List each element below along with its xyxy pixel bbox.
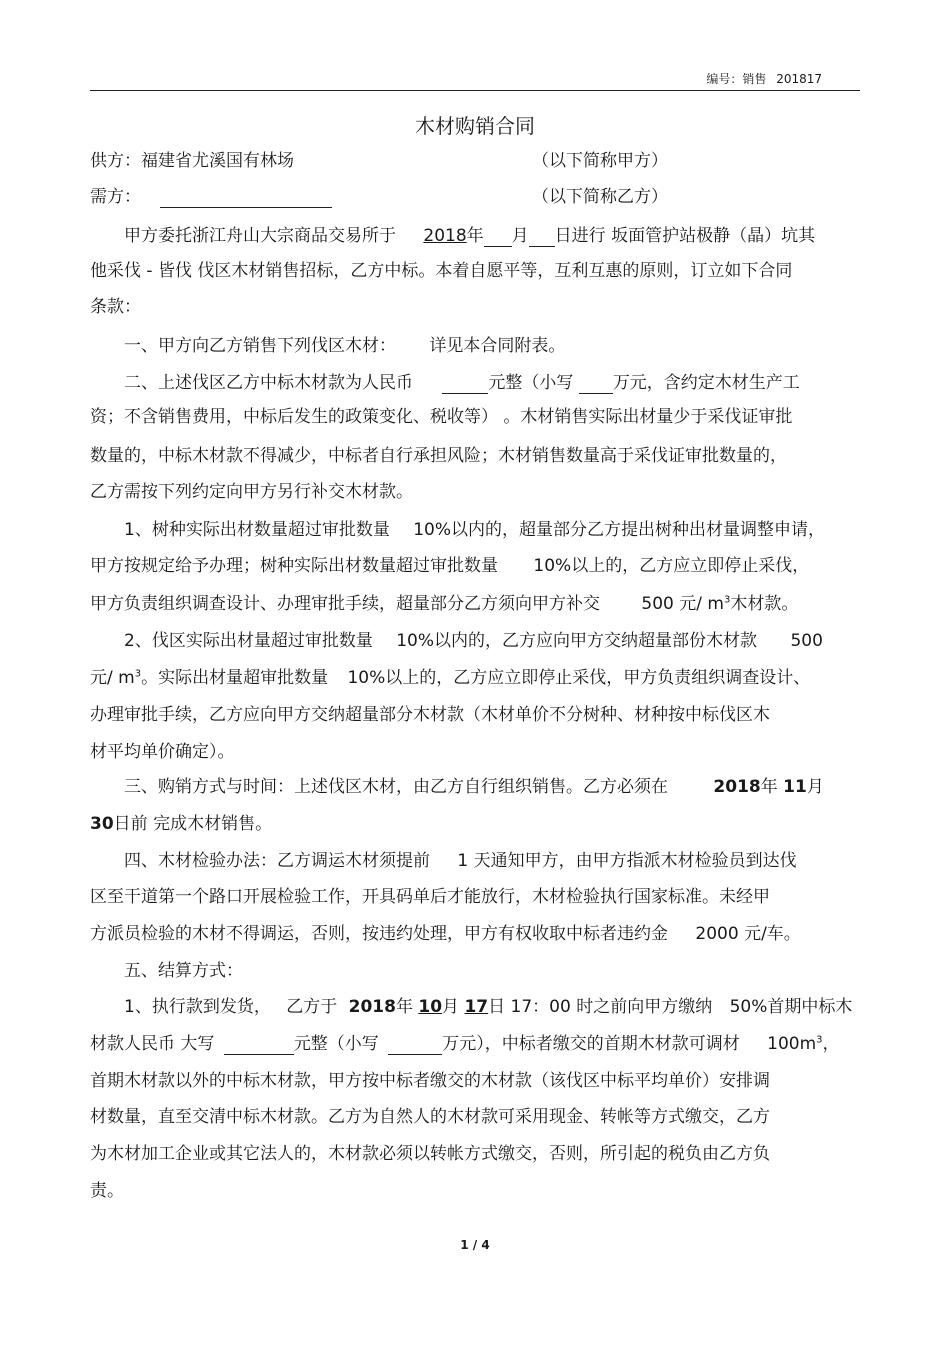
section-4-line-1 xyxy=(90,850,860,872)
page-number: 1 / 4 xyxy=(460,1238,490,1252)
section-2-1-line-1 xyxy=(90,519,860,541)
intro-month-blank xyxy=(484,228,512,247)
section-5-1-amount-blank xyxy=(224,1036,294,1055)
section-2-line-1 xyxy=(90,372,860,394)
section-5-1-text-e: 日 17：00 时之前向甲方缴纳 xyxy=(488,997,713,1017)
supplier-note: （以下简称甲方） xyxy=(532,151,668,171)
supplier-label: 供方： xyxy=(90,151,141,171)
buyer-label: 需方： xyxy=(90,187,141,207)
section-2-1-rate-sup: 3 xyxy=(723,594,731,606)
section-2-1-text-f: 木材款。 xyxy=(730,594,799,614)
section-4-penalty: 2000 元/车。 xyxy=(695,924,801,944)
section-5-1-line-4: 材数量，直至交清中标木材款。乙方为自然人的木材款可采用现金、转帐等方式缴交，乙方 xyxy=(90,1107,770,1127)
section-5-1-amount-small-blank xyxy=(388,1036,442,1055)
section-1-text: 一、甲方向乙方销售下列伐区木材： xyxy=(124,336,396,356)
intro-year-unit: 年 xyxy=(466,226,484,246)
contract-title: 木材购销合同 xyxy=(415,114,535,138)
section-4-text-b: 1 天通知甲方，由甲方指派木材检验员到达伐 xyxy=(457,851,797,871)
section-2-2-text-d: 10%以上的，乙方应立即停止采伐，甲方负责组织调查设计、 xyxy=(347,668,811,688)
section-5-1-month-unit: 月 xyxy=(442,997,460,1017)
section-2-2-text-b: 10%以内的，乙方应向甲方交纳超量部份木材款 xyxy=(396,631,758,651)
section-2-1-rate: 500 元/ m xyxy=(641,594,724,614)
section-2-line-4: 乙方需按下列约定向甲方另行补交木材款。 xyxy=(90,482,413,502)
section-5-1-line-2 xyxy=(90,1033,860,1055)
section-2-1-text-e: 甲方负责组织调查设计、办理审批手续，超量部分乙方须向甲方补交 xyxy=(90,594,600,614)
intro-line-2: 他采伐 - 皆伐 伐区木材销售招标，乙方中标。本着自愿平等，互利互惠的原则，订立如下合同 xyxy=(90,261,793,281)
section-3-text-b: 日前 完成木材销售。 xyxy=(113,814,273,834)
section-3-month-unit: 月 xyxy=(806,777,824,797)
document-number-value: 201817 xyxy=(776,72,822,86)
section-5-1-year: 2018 xyxy=(348,997,396,1017)
section-2-1-text-a: 1、树种实际出材数量超过审批数量 xyxy=(124,520,390,540)
section-2-1-text-b: 10%以内的，超量部分乙方提出树种出材量调整申请， xyxy=(413,520,826,540)
intro-text-a: 甲方委托浙江舟山大宗商品交易所于 xyxy=(124,226,396,246)
section-5-1-volume-sup: 3 xyxy=(816,1034,823,1046)
section-2-line-3: 数量的，中标木材款不得减少，中标者自行承担风险；木材销售数量高于采伐证审批数量的， xyxy=(90,446,787,466)
intro-line-3: 条款： xyxy=(90,297,141,317)
buyer-note: （以下简称乙方） xyxy=(532,187,668,207)
section-5-1-text-b: 乙方于 xyxy=(286,997,338,1017)
section-3-year: 2018 xyxy=(713,777,761,797)
section-2-2-line-3: 办理审批手续，乙方应向甲方交纳超量部分木材款（木材单价不分树种、材种按中标伐区木 xyxy=(90,705,770,725)
section-3-line-2 xyxy=(90,813,860,835)
buyer-name-blank xyxy=(160,189,332,208)
intro-text-d: 日进行 坂面管护站极静（晶）坑其 xyxy=(554,226,816,246)
section-2-1-text-d: 10%以上的，乙方应立即停止采伐， xyxy=(533,556,810,576)
intro-day-blank xyxy=(529,228,555,247)
section-2-2-text-a: 2、伐区实际出材量超过审批数量 xyxy=(124,631,373,651)
section-5-heading-text: 五、结算方式： xyxy=(124,961,243,981)
section-2-1-text-c: 甲方按规定给予办理；树种实际出材数量超过审批数量 xyxy=(90,556,498,576)
section-2-line-2: 资；不含销售费用，中标后发生的政策变化、税收等） 。木材销售实际出材量少于采伐证审批 xyxy=(90,407,793,427)
section-2-1-line-3 xyxy=(90,593,860,615)
section-5-1-comma: ， xyxy=(822,1034,840,1054)
section-1-line xyxy=(90,335,860,357)
section-2-2-unit-sup: 3 xyxy=(134,668,142,680)
section-5-1-volume: 100m xyxy=(767,1034,817,1054)
section-3-day: 30 xyxy=(90,814,114,834)
header-rule xyxy=(90,90,860,91)
intro-year: 2018 xyxy=(423,226,467,246)
document-number xyxy=(700,70,822,87)
section-2-2-unit: 元/ m xyxy=(90,668,135,688)
section-4-text-c: 方派员检验的木材不得调运，否则，按违约处理，甲方有权收取中标者违约金 xyxy=(90,924,668,944)
section-2-text-c: 万元，含约定木材生产工 xyxy=(612,373,800,393)
section-5-1-line-3: 首期木材款以外的中标木材款，甲方按中标者缴交的木材款（该伐区中标平均单价）安排调 xyxy=(90,1071,770,1091)
buyer-line xyxy=(90,186,860,208)
section-3-line-1 xyxy=(90,776,860,798)
section-5-1-line-5: 为木材加工企业或其它法人的，木材款必须以转帐方式缴交，否则，所引起的税负由乙方负 xyxy=(90,1144,770,1164)
section-2-2-rate: 500 xyxy=(790,631,823,651)
section-2-2-line-2 xyxy=(90,667,860,689)
document-number-label: 编号：销售 xyxy=(706,72,767,86)
section-5-1-line-6: 责。 xyxy=(90,1181,124,1201)
section-5-heading xyxy=(90,960,860,982)
section-2-amount-blank xyxy=(442,375,488,394)
section-5-1-text-i: 万元），中标者缴交的首期木材款可调材 xyxy=(442,1034,740,1054)
section-2-amount-small-blank xyxy=(579,375,613,394)
section-2-text-b: 元整（小写 xyxy=(488,373,574,393)
section-4-line-2: 区至干道第一个路口开展检验工作，开具码单后才能放行，木材检验执行国家标准。未经甲 xyxy=(90,887,770,907)
section-2-1-line-2 xyxy=(90,555,860,577)
section-4-text-a: 四、木材检验办法：乙方调运木材须提前 xyxy=(124,851,430,871)
supplier-line xyxy=(90,150,860,172)
section-5-1-month: 10 xyxy=(418,997,443,1017)
section-5-1-text-a: 1、执行款到发货， xyxy=(124,997,271,1017)
section-3-year-unit: 年 xyxy=(760,777,778,797)
section-5-1-text-f: 50%首期中标木 xyxy=(729,997,853,1017)
section-2-2-line-4: 材平均单价确定）。 xyxy=(90,742,235,762)
section-5-1-day: 17 xyxy=(464,997,489,1017)
section-3-month: 11 xyxy=(783,777,807,797)
intro-month-unit: 月 xyxy=(511,226,529,246)
section-2-text-a: 二、上述伐区乙方中标木材款为人民币 xyxy=(124,373,413,393)
supplier-name: 福建省尤溪国有林场 xyxy=(141,151,294,171)
section-2-2-text-c: 。实际出材量超审批数量 xyxy=(141,668,329,688)
intro-line-1 xyxy=(90,225,860,247)
section-3-text-a: 三、购销方式与时间：上述伐区木材，由乙方自行组织销售。乙方必须在 xyxy=(124,777,668,797)
section-1-detail: 详见本合同附表。 xyxy=(429,336,566,356)
section-4-line-3 xyxy=(90,923,860,945)
section-5-1-year-unit: 年 xyxy=(395,997,413,1017)
section-5-1-text-g: 材款人民币 大写 xyxy=(90,1034,215,1054)
section-2-2-line-1 xyxy=(90,630,860,652)
section-5-1-text-h: 元整（小写 xyxy=(293,1034,379,1054)
section-5-1-line-1 xyxy=(90,996,860,1018)
